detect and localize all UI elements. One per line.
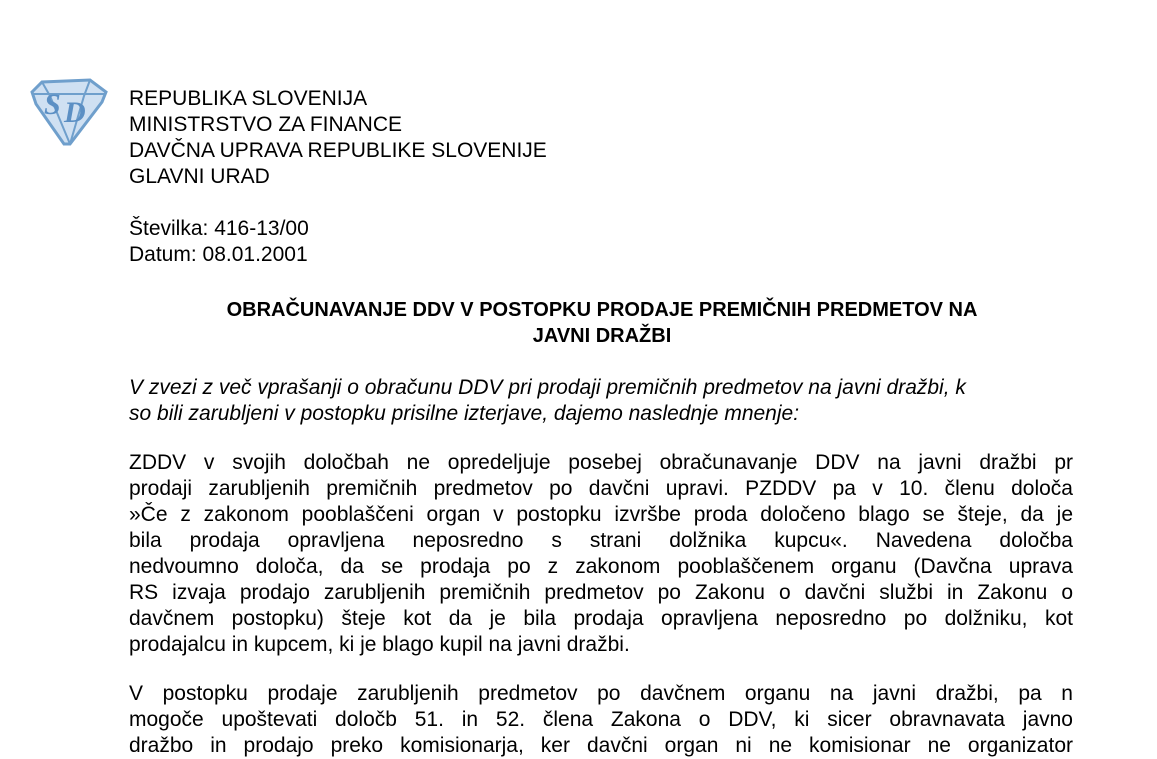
document-title bbox=[129, 297, 1075, 349]
document-number: Številka: 416-13/00 bbox=[129, 217, 309, 240]
header-line-tax-authority: DAVČNA UPRAVA REPUBLIKE SLOVENIJE bbox=[129, 139, 547, 162]
paragraph-1-line: bila prodaja opravljena neposredno s strani dolžnika kupcu«. Navedena določba bbox=[129, 529, 1073, 552]
title-line-1: OBRAČUNAVANJE DDV V POSTOPKU PRODAJE PREMIČNIH PREDMETOV NA bbox=[226, 299, 978, 321]
intro-line-2: so bili zarubljeni v postopku prisilne izterjave, dajemo naslednje mnenje: bbox=[129, 402, 800, 425]
document-body bbox=[129, 86, 1073, 757]
paragraph-1 bbox=[129, 450, 1119, 658]
intro-paragraph bbox=[129, 375, 1073, 427]
svg-text:D: D bbox=[64, 96, 86, 129]
title-line-2: JAVNI DRAŽBI bbox=[532, 325, 672, 347]
paragraph-1-line: ZDDV v svojih določbah ne opredeljuje posebej obračunavanje DDV na javni dražbi pr bbox=[129, 451, 1073, 474]
sd-logo-icon bbox=[28, 78, 110, 148]
paragraph-2-line: mogoče upoštevati določb 51. in 52. člena Zakona o DDV, ki sicer obravnavata javno bbox=[129, 708, 1073, 731]
paragraph-2-line: dražbo in prodajo preko komisionarja, ker davčni organ ni ne komisionar ne organizator bbox=[129, 734, 1073, 757]
paragraph-1-line: »Če z zakonom pooblaščeni organ v postopku izvršbe proda določeno blago se šteje, da je bbox=[129, 503, 1073, 526]
intro-line-1: V zvezi z več vprašanji o obračunu DDV pri prodaji premičnih predmetov na javni dražbi, k bbox=[129, 376, 966, 399]
paragraph-1-line: RS izvaja prodajo zarubljenih premičnih predmetov po Zakonu o davčni službi in Zakonu o bbox=[129, 581, 1073, 604]
paragraph-1-line: prodaji zarubljenih premičnih predmetov po davčni upravi. PZDDV pa v 10. členu določa bbox=[129, 477, 1073, 500]
svg-text:S: S bbox=[44, 88, 61, 121]
header-line-ministry: MINISTRSTVO ZA FINANCE bbox=[129, 113, 403, 136]
document-date: Datum: 08.01.2001 bbox=[129, 243, 308, 266]
paragraph-1-line: prodajalcu in kupcem, ki je blago kupil na javni dražbi. bbox=[129, 633, 630, 656]
header-line-republic: REPUBLIKA SLOVENIJA bbox=[129, 87, 368, 110]
document-meta bbox=[129, 216, 1073, 268]
header-line-office: GLAVNI URAD bbox=[129, 165, 270, 188]
paragraph-2-line: V postopku prodaje zarubljenih predmetov po davčnem organu na javni dražbi, pa n bbox=[129, 682, 1073, 705]
paragraph-1-line: nedvoumno določa, da se prodaja po z zakonom pooblaščenem organu (Davčna uprava bbox=[129, 555, 1073, 578]
institution-header bbox=[129, 86, 1073, 190]
paragraph-2 bbox=[129, 681, 1119, 759]
paragraph-1-line: davčnem postopku) šteje kot da je bila prodaja opravljena neposredno po dolžniku, kot bbox=[129, 607, 1073, 630]
